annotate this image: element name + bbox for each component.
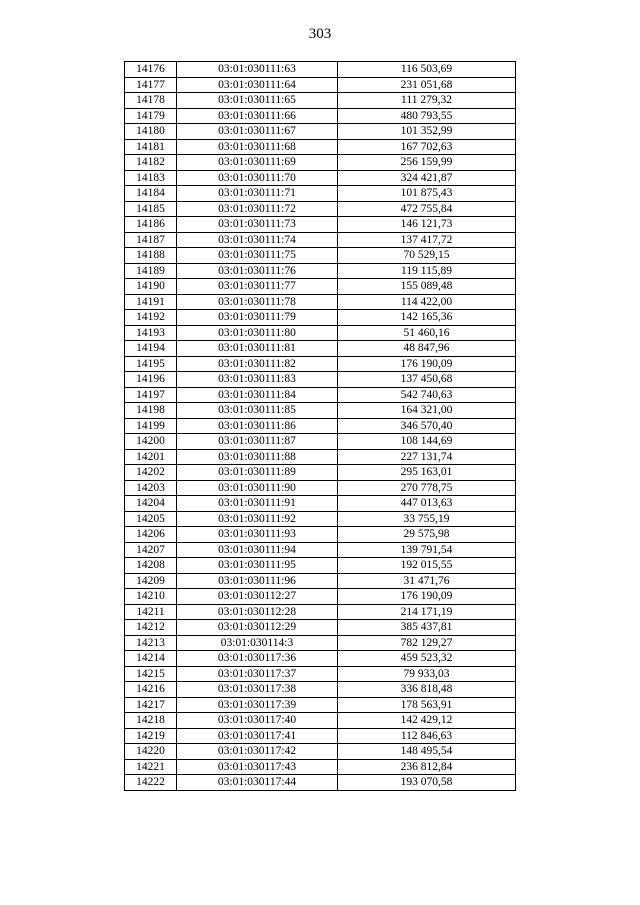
cadastral-value-cell: 70 529,15 [338, 248, 516, 264]
table-row [125, 465, 516, 481]
cadastral-number-cell: 03:01:030111:83 [177, 372, 338, 388]
cadastral-value-cell: 542 740,63 [338, 387, 516, 403]
cadastral-value-cell: 79 933,03 [338, 666, 516, 682]
row-number-cell: 14176 [125, 62, 177, 78]
table-row [125, 62, 516, 78]
row-number-cell: 14209 [125, 573, 177, 589]
table-row [125, 403, 516, 419]
table-row [125, 620, 516, 636]
cadastral-value-cell: 139 791,54 [338, 542, 516, 558]
table-row [125, 449, 516, 465]
table-row [125, 170, 516, 186]
cadastral-value-cell: 111 279,32 [338, 93, 516, 109]
cadastral-value-cell: 146 121,73 [338, 217, 516, 233]
cadastral-number-cell: 03:01:030111:81 [177, 341, 338, 357]
table-row [125, 542, 516, 558]
table-row [125, 651, 516, 667]
cadastral-number-cell: 03:01:030111:74 [177, 232, 338, 248]
row-number-cell: 14199 [125, 418, 177, 434]
cadastral-value-cell: 782 129,27 [338, 635, 516, 651]
table-row [125, 697, 516, 713]
cadastral-value-cell: 101 352,99 [338, 124, 516, 140]
table-row [125, 387, 516, 403]
cadastral-number-cell: 03:01:030111:76 [177, 263, 338, 279]
row-number-cell: 14198 [125, 403, 177, 419]
row-number-cell: 14214 [125, 651, 177, 667]
row-number-cell: 14219 [125, 728, 177, 744]
cadastral-number-cell: 03:01:030111:78 [177, 294, 338, 310]
row-number-cell: 14218 [125, 713, 177, 729]
cadastral-number-cell: 03:01:030111:96 [177, 573, 338, 589]
row-number-cell: 14207 [125, 542, 177, 558]
cadastral-number-cell: 03:01:030111:82 [177, 356, 338, 372]
row-number-cell: 14196 [125, 372, 177, 388]
row-number-cell: 14221 [125, 759, 177, 775]
table-row [125, 201, 516, 217]
row-number-cell: 14222 [125, 775, 177, 791]
row-number-cell: 14188 [125, 248, 177, 264]
cadastral-number-cell: 03:01:030117:43 [177, 759, 338, 775]
table-row [125, 434, 516, 450]
table-row [125, 480, 516, 496]
cadastral-number-cell: 03:01:030112:28 [177, 604, 338, 620]
table-row [125, 728, 516, 744]
table-row [125, 139, 516, 155]
row-number-cell: 14184 [125, 186, 177, 202]
cadastral-number-cell: 03:01:030111:75 [177, 248, 338, 264]
row-number-cell: 14213 [125, 635, 177, 651]
table-row [125, 496, 516, 512]
cadastral-value-cell: 148 495,54 [338, 744, 516, 760]
table-body [125, 62, 516, 791]
cadastral-value-cell: 176 190,09 [338, 589, 516, 605]
row-number-cell: 14206 [125, 527, 177, 543]
table-row [125, 604, 516, 620]
row-number-cell: 14204 [125, 496, 177, 512]
cadastral-number-cell: 03:01:030111:94 [177, 542, 338, 558]
cadastral-number-cell: 03:01:030111:77 [177, 279, 338, 295]
cadastral-value-cell: 142 429,12 [338, 713, 516, 729]
cadastral-value-cell: 270 778,75 [338, 480, 516, 496]
row-number-cell: 14211 [125, 604, 177, 620]
cadastral-number-cell: 03:01:030111:64 [177, 77, 338, 93]
row-number-cell: 14212 [125, 620, 177, 636]
row-number-cell: 14189 [125, 263, 177, 279]
cadastral-value-cell: 112 846,63 [338, 728, 516, 744]
row-number-cell: 14202 [125, 465, 177, 481]
table-row [125, 713, 516, 729]
cadastral-value-cell: 137 417,72 [338, 232, 516, 248]
cadastral-number-cell: 03:01:030114:3 [177, 635, 338, 651]
cadastral-value-cell: 119 115,89 [338, 263, 516, 279]
table-row [125, 418, 516, 434]
cadastral-number-cell: 03:01:030117:36 [177, 651, 338, 667]
table-row [125, 217, 516, 233]
cadastral-number-cell: 03:01:030111:71 [177, 186, 338, 202]
table-row [125, 775, 516, 791]
row-number-cell: 14205 [125, 511, 177, 527]
cadastral-number-cell: 03:01:030111:88 [177, 449, 338, 465]
table-row [125, 635, 516, 651]
cadastral-number-cell: 03:01:030111:80 [177, 325, 338, 341]
row-number-cell: 14186 [125, 217, 177, 233]
cadastral-value-cell: 214 171,19 [338, 604, 516, 620]
table-row [125, 108, 516, 124]
table-row [125, 511, 516, 527]
cadastral-number-cell: 03:01:030111:67 [177, 124, 338, 140]
row-number-cell: 14187 [125, 232, 177, 248]
cadastral-number-cell: 03:01:030111:70 [177, 170, 338, 186]
row-number-cell: 14197 [125, 387, 177, 403]
cadastral-value-cell: 193 070,58 [338, 775, 516, 791]
table-row [125, 356, 516, 372]
cadastral-number-cell: 03:01:030117:42 [177, 744, 338, 760]
table-row [125, 589, 516, 605]
cadastral-number-cell: 03:01:030111:95 [177, 558, 338, 574]
cadastral-number-cell: 03:01:030111:72 [177, 201, 338, 217]
row-number-cell: 14192 [125, 310, 177, 326]
table-row [125, 527, 516, 543]
cadastral-value-cell: 459 523,32 [338, 651, 516, 667]
cadastral-value-cell: 114 422,00 [338, 294, 516, 310]
cadastral-number-cell: 03:01:030117:39 [177, 697, 338, 713]
row-number-cell: 14201 [125, 449, 177, 465]
cadastral-number-cell: 03:01:030111:84 [177, 387, 338, 403]
row-number-cell: 14220 [125, 744, 177, 760]
row-number-cell: 14191 [125, 294, 177, 310]
cadastral-value-cell: 336 818,48 [338, 682, 516, 698]
cadastral-number-cell: 03:01:030117:41 [177, 728, 338, 744]
cadastral-value-cell: 227 131,74 [338, 449, 516, 465]
row-number-cell: 14210 [125, 589, 177, 605]
table-row [125, 263, 516, 279]
cadastral-value-cell: 164 321,00 [338, 403, 516, 419]
table-row [125, 372, 516, 388]
cadastral-value-cell: 480 793,55 [338, 108, 516, 124]
cadastral-value-cell: 256 159,99 [338, 155, 516, 171]
cadastral-number-cell: 03:01:030111:91 [177, 496, 338, 512]
row-number-cell: 14203 [125, 480, 177, 496]
cadastral-value-cell: 142 165,36 [338, 310, 516, 326]
cadastral-number-cell: 03:01:030112:27 [177, 589, 338, 605]
row-number-cell: 14195 [125, 356, 177, 372]
cadastral-number-cell: 03:01:030111:66 [177, 108, 338, 124]
cadastral-number-cell: 03:01:030111:93 [177, 527, 338, 543]
cadastral-value-cell: 108 144,69 [338, 434, 516, 450]
table-row [125, 248, 516, 264]
table-row [125, 558, 516, 574]
cadastral-number-cell: 03:01:030111:73 [177, 217, 338, 233]
cadastral-value-cell: 295 163,01 [338, 465, 516, 481]
cadastral-value-cell: 231 051,68 [338, 77, 516, 93]
cadastral-value-cell: 472 755,84 [338, 201, 516, 217]
row-number-cell: 14183 [125, 170, 177, 186]
row-number-cell: 14193 [125, 325, 177, 341]
row-number-cell: 14215 [125, 666, 177, 682]
cadastral-number-cell: 03:01:030111:92 [177, 511, 338, 527]
row-number-cell: 14200 [125, 434, 177, 450]
table-row [125, 155, 516, 171]
cadastral-value-cell: 51 460,16 [338, 325, 516, 341]
cadastral-value-cell: 385 437,81 [338, 620, 516, 636]
row-number-cell: 14178 [125, 93, 177, 109]
cadastral-value-cell: 31 471,76 [338, 573, 516, 589]
cadastral-value-cell: 178 563,91 [338, 697, 516, 713]
cadastral-value-cell: 155 089,48 [338, 279, 516, 295]
cadastral-value-cell: 48 847,96 [338, 341, 516, 357]
cadastral-number-cell: 03:01:030117:37 [177, 666, 338, 682]
table-row [125, 279, 516, 295]
table-row [125, 310, 516, 326]
row-number-cell: 14182 [125, 155, 177, 171]
table-row [125, 77, 516, 93]
page-number: 303 [308, 26, 332, 42]
cadastral-value-cell: 137 450,68 [338, 372, 516, 388]
cadastral-value-cell: 346 570,40 [338, 418, 516, 434]
table-row [125, 232, 516, 248]
cadastral-number-cell: 03:01:030111:69 [177, 155, 338, 171]
table-row [125, 682, 516, 698]
table-row [125, 325, 516, 341]
cadastral-value-cell: 192 015,55 [338, 558, 516, 574]
table-row [125, 744, 516, 760]
row-number-cell: 14194 [125, 341, 177, 357]
table-row [125, 666, 516, 682]
cadastral-number-cell: 03:01:030111:79 [177, 310, 338, 326]
cadastral-value-table [124, 61, 516, 791]
table-row [125, 759, 516, 775]
cadastral-number-cell: 03:01:030112:29 [177, 620, 338, 636]
cadastral-value-cell: 324 421,87 [338, 170, 516, 186]
cadastral-number-cell: 03:01:030111:90 [177, 480, 338, 496]
cadastral-number-cell: 03:01:030111:86 [177, 418, 338, 434]
row-number-cell: 14190 [125, 279, 177, 295]
cadastral-number-cell: 03:01:030111:63 [177, 62, 338, 78]
row-number-cell: 14179 [125, 108, 177, 124]
cadastral-number-cell: 03:01:030111:68 [177, 139, 338, 155]
cadastral-value-cell: 447 013,63 [338, 496, 516, 512]
row-number-cell: 14180 [125, 124, 177, 140]
row-number-cell: 14185 [125, 201, 177, 217]
cadastral-value-cell: 176 190,09 [338, 356, 516, 372]
cadastral-value-cell: 33 755,19 [338, 511, 516, 527]
row-number-cell: 14216 [125, 682, 177, 698]
cadastral-number-cell: 03:01:030117:44 [177, 775, 338, 791]
cadastral-value-cell: 116 503,69 [338, 62, 516, 78]
row-number-cell: 14217 [125, 697, 177, 713]
cadastral-number-cell: 03:01:030111:85 [177, 403, 338, 419]
cadastral-number-cell: 03:01:030111:87 [177, 434, 338, 450]
cadastral-value-cell: 167 702,63 [338, 139, 516, 155]
cadastral-number-cell: 03:01:030111:89 [177, 465, 338, 481]
table-row [125, 186, 516, 202]
row-number-cell: 14181 [125, 139, 177, 155]
table-row [125, 341, 516, 357]
row-number-cell: 14208 [125, 558, 177, 574]
table-row [125, 124, 516, 140]
cadastral-value-cell: 29 575,98 [338, 527, 516, 543]
cadastral-value-cell: 101 875,43 [338, 186, 516, 202]
table-row [125, 294, 516, 310]
row-number-cell: 14177 [125, 77, 177, 93]
cadastral-number-cell: 03:01:030117:38 [177, 682, 338, 698]
table-row [125, 573, 516, 589]
table-row [125, 93, 516, 109]
cadastral-number-cell: 03:01:030117:40 [177, 713, 338, 729]
cadastral-value-cell: 236 812,84 [338, 759, 516, 775]
cadastral-number-cell: 03:01:030111:65 [177, 93, 338, 109]
